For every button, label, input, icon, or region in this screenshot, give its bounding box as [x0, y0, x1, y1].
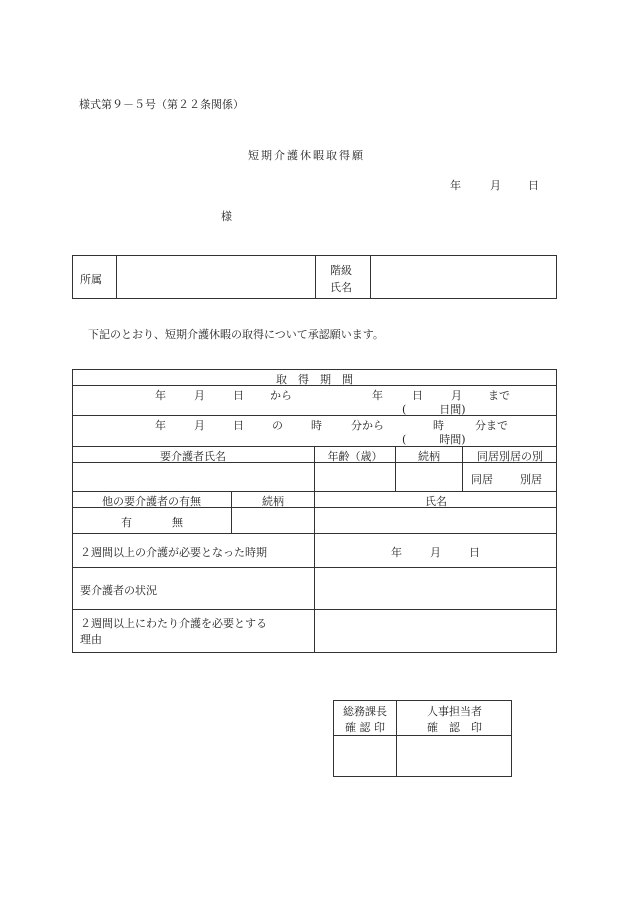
- r1-day2: 日: [412, 389, 423, 402]
- form-number: 様式第９－５号（第２２条関係）: [79, 98, 244, 111]
- r1-from: から: [270, 389, 292, 402]
- cohabit-option-separate: 別居: [520, 473, 542, 486]
- need-period-label: ２週間以上の介護が必要となった時期: [80, 546, 267, 559]
- other-relation-header: 続柄: [262, 495, 284, 508]
- need-year: 年: [391, 546, 402, 559]
- r2-hours-paren: ( 時間): [402, 433, 466, 446]
- gm-label-line2: 確 認 印: [345, 721, 385, 734]
- need-month: 月: [430, 546, 441, 559]
- period-header: 取 得 期 間: [276, 373, 353, 386]
- hr-label-line1: 人事担当者: [427, 705, 482, 718]
- intro-text: 下記のとおり、短期介護休暇の取得について承認願います。: [88, 328, 384, 341]
- date-day: 日: [528, 179, 539, 192]
- r1-year2: 年: [372, 389, 383, 402]
- option-yes: 有: [121, 516, 132, 529]
- r1-year: 年: [155, 389, 166, 402]
- cohabit-option-together: 同居: [471, 473, 493, 486]
- r2-hour: 時: [311, 419, 322, 432]
- reason-label-line2: 理由: [80, 633, 102, 646]
- affiliation-label: 所属: [80, 273, 102, 286]
- gm-label-line1: 総務課長: [343, 705, 387, 718]
- condition-label: 要介護者の状況: [80, 584, 157, 597]
- r2-minute-from: 分から: [351, 419, 384, 432]
- r1-until: まで: [488, 389, 510, 402]
- date-year: 年: [450, 179, 461, 192]
- date-month: 月: [490, 179, 501, 192]
- other-caregiver-header: 他の要介護者の有無: [102, 495, 201, 508]
- rank-label: 階級: [330, 264, 352, 277]
- r2-day: 日: [233, 419, 244, 432]
- r1-day: 日: [233, 389, 244, 402]
- option-no: 無: [172, 516, 183, 529]
- need-day: 日: [469, 546, 480, 559]
- r2-hour2: 時: [433, 419, 444, 432]
- r1-days-paren: ( 日間): [402, 403, 466, 416]
- r2-minute-until: 分まで: [475, 419, 508, 432]
- addressee-suffix: 様: [221, 210, 232, 223]
- reason-label-line1: ２週間以上にわたり介護を必要とする: [80, 617, 267, 630]
- care-recipient-name-header: 要介護者氏名: [160, 450, 226, 463]
- r2-month: 月: [194, 419, 205, 432]
- hr-label-line2: 確 認 印: [427, 721, 482, 734]
- r1-month: 月: [194, 389, 205, 402]
- name-label: 氏名: [330, 281, 352, 294]
- cohabit-header: 同居別居の別: [477, 450, 543, 463]
- page-title: 短期介護休暇取得願: [248, 149, 365, 162]
- other-name-header: 氏名: [425, 495, 447, 508]
- r2-year: 年: [155, 419, 166, 432]
- r1-month2: 月: [451, 389, 462, 402]
- age-header: 年齢（歳）: [327, 450, 383, 463]
- relation-header: 続柄: [418, 450, 440, 463]
- r2-no: の: [272, 419, 283, 432]
